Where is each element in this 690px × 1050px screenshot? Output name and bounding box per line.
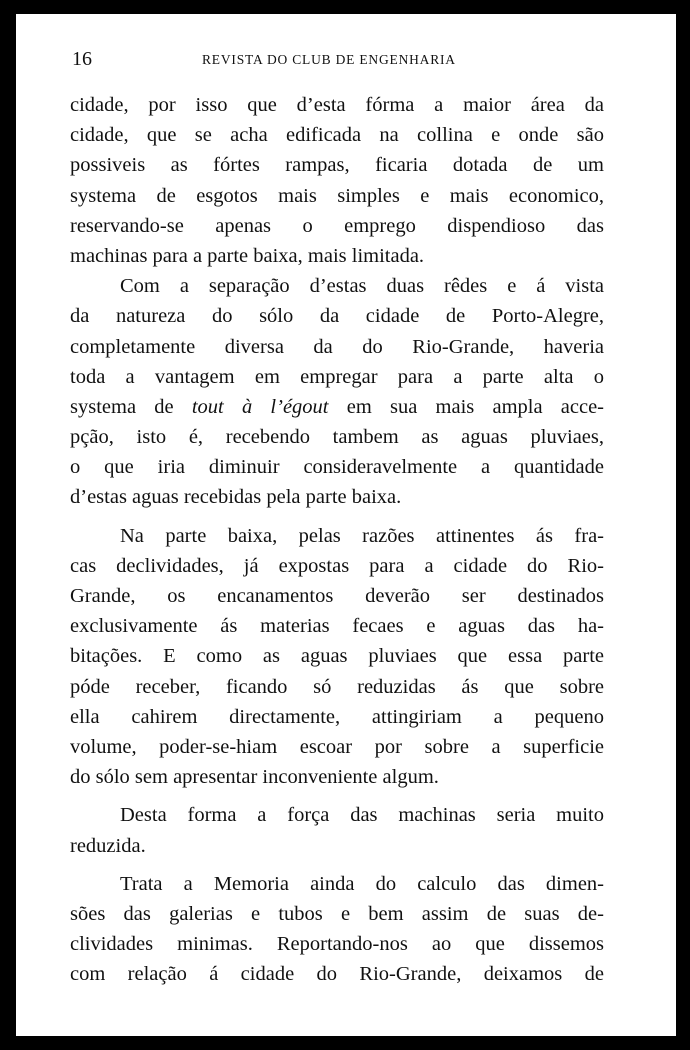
text-line: o que iria diminuir consideravelmente a quantidade [70, 456, 604, 479]
text-line: cidade, por isso que d’esta fórma a maior área da [70, 94, 604, 116]
paragraph [70, 90, 604, 271]
text-line-with-italic [70, 392, 604, 422]
text-line: toda a vantagem em empregar para a parte alta o [70, 365, 604, 388]
text-line: machinas para a parte baixa, mais limitada. [70, 244, 425, 267]
paragraph [70, 869, 604, 990]
paragraph [70, 800, 604, 860]
text-line: volume, poder-se-hiam escoar por sobre a superficie [70, 735, 604, 758]
text-line: d’estas aguas recebidas pela parte baixa. [70, 486, 402, 509]
paragraph [70, 521, 604, 793]
text-line: Grande, os encanamentos deverão ser destinados [70, 585, 604, 607]
page-header [72, 48, 628, 72]
italic-phrase: tout à l’égout [191, 395, 329, 418]
line-text-after: em sua mais ampla acce- [328, 395, 604, 418]
text-line: do sólo sem apresentar inconveniente algum. [70, 766, 439, 789]
text-line: pção, isto é, recebendo tambem as aguas pluviaes, [70, 426, 604, 449]
running-title: REVISTA DO CLUB DE ENGENHARIA [202, 52, 456, 67]
text-line: Desta forma a força das machinas seria muito [120, 804, 604, 827]
text-line: clividades minimas. Reportando-nos ao que dissemos [70, 933, 604, 956]
text-line: Na parte baixa, pelas razões attinentes ás fra- [120, 524, 604, 547]
text-line: exclusivamente ás materias fecaes e aguas das ha- [70, 615, 604, 638]
text-line: ella cahirem directamente, attingiriam a pequeno [70, 705, 604, 728]
text-line: da natureza do sólo da cidade de Porto-Alegre, [70, 305, 604, 328]
text-line: possiveis as fórtes rampas, ficaria dotada de um [70, 154, 604, 177]
line-text-before: systema de [70, 395, 192, 418]
text-line: completamente diversa da do Rio-Grande, haveria [70, 335, 604, 358]
book-page [16, 14, 676, 1036]
text-line: systema de esgotos mais simples e mais economico, [70, 184, 604, 207]
text-line: bitações. E como as aguas pluviaes que essa parte [70, 645, 604, 668]
text-line: cidade, que se acha edificada na collina e onde são [70, 124, 604, 147]
page-number: 16 [72, 48, 92, 70]
text-line: reservando-se apenas o emprego dispendioso das [70, 214, 604, 237]
text-line: com relação á cidade do Rio-Grande, deixamos de [70, 963, 604, 986]
text-line: sões das galerias e tubos e bem assim de suas de- [70, 902, 604, 925]
text-line: Com a separação d’estas duas rêdes e á vista [120, 275, 604, 298]
text-line: póde receber, ficando só reduzidas ás que sobre [70, 675, 604, 698]
text-line: reduzida. [70, 834, 146, 857]
text-line: cas declividades, já expostas para a cidade do Rio- [70, 554, 604, 577]
body-text [70, 90, 604, 989]
text-line: Trata a Memoria ainda do calculo das dimen- [120, 872, 604, 895]
paragraph [70, 271, 604, 513]
